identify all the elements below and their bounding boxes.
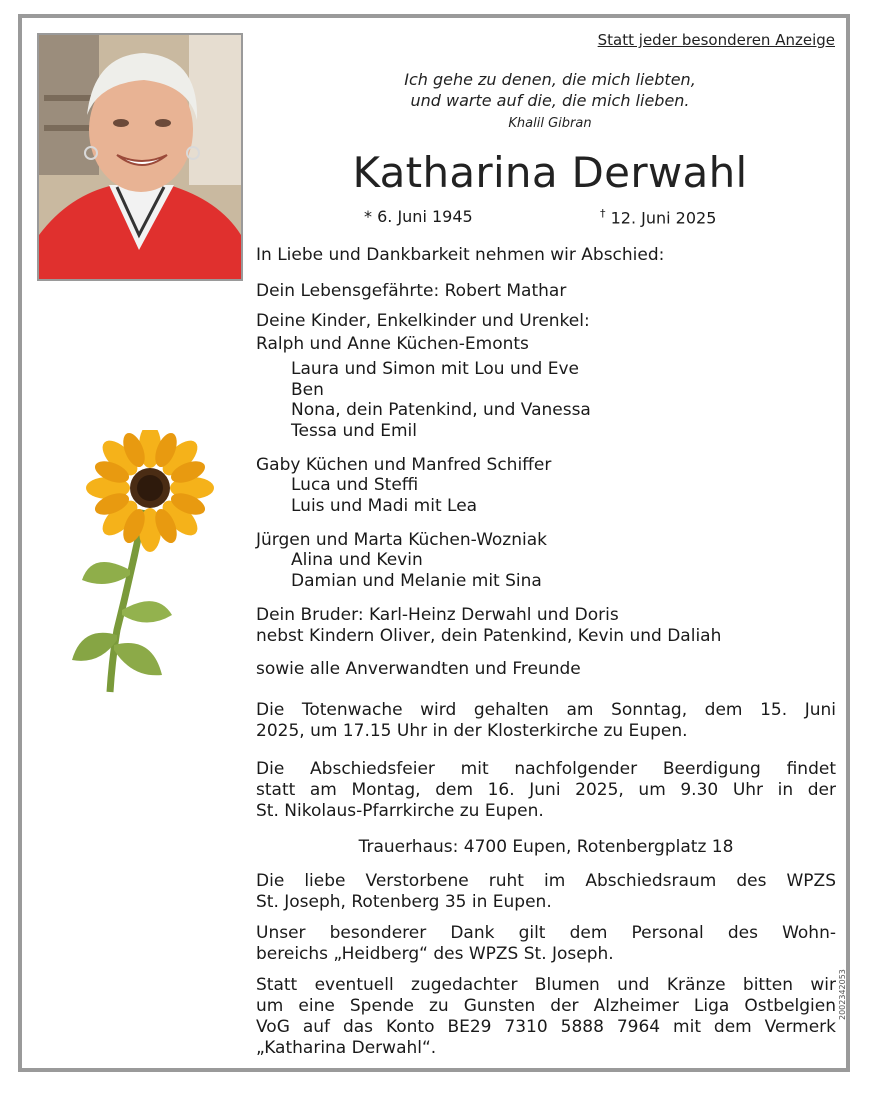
quote-author: Khalil Gibran [508, 116, 592, 131]
family-3-member: Damian und Melanie mit Sina [291, 571, 542, 591]
family-3-member: Alina und Kevin [291, 550, 423, 570]
family-2-member: Luca und Steffi [291, 475, 419, 495]
relatives-text: sowie alle Anverwandten und Freunde [256, 659, 581, 679]
quote-line-2: und warte auf die, die mich lieben. [410, 91, 690, 110]
family-1-member: Laura und Simon mit Lou und Eve [291, 359, 579, 379]
thanks-line-1: Unser besonderer Dank gilt dem Personal des Wohn- [256, 923, 836, 943]
birth-date [364, 207, 473, 226]
wake-line-2: 2025, um 17.15 Uhr in der Klosterkirche zu Eupen. [256, 721, 688, 741]
birth-date-text: 6. Juni 1945 [377, 207, 473, 226]
partner-text: Dein Lebensgefährte: Robert Mathar [256, 281, 567, 301]
sunflower-image [62, 430, 222, 695]
resting-line-2: St. Joseph, Rotenberg 35 in Eupen. [256, 892, 552, 912]
family-2-head: Gaby Küchen und Manfred Schiffer [256, 455, 552, 475]
donation-paragraph [256, 975, 836, 1059]
death-date-text: 12. Juni 2025 [610, 208, 717, 228]
birth-symbol: * [364, 207, 372, 226]
family-1-head: Ralph und Anne Küchen-Emonts [256, 334, 529, 354]
family-2-member: Luis und Madi mit Lea [291, 496, 478, 516]
brother-line-2: nebst Kindern Oliver, dein Patenkind, Kevin und Daliah [256, 626, 722, 646]
donation-line-4: „Katharina Derwahl“. [256, 1038, 437, 1058]
death-symbol: † [600, 207, 606, 220]
family-1-member: Nona, dein Patenkind, und Vanessa [291, 400, 591, 420]
donation-line-1: Statt eventuell zugedachter Blumen und Kränze bitten wir [256, 975, 836, 995]
deceased-name: Katharina Derwahl [352, 148, 748, 197]
funeral-line-1: Die Abschiedsfeier mit nachfolgender Beerdigung findet [256, 759, 836, 779]
thanks-line-2: bereichs „Heidberg“ des WPZS St. Joseph. [256, 944, 614, 964]
mourning-house: Trauerhaus: 4700 Eupen, Rotenbergplatz 18 [358, 837, 734, 857]
family-3-head: Jürgen und Marta Küchen-Wozniak [256, 530, 547, 550]
family-1-member: Tessa und Emil [291, 421, 417, 441]
resting-paragraph [256, 871, 836, 913]
wake-paragraph [256, 700, 836, 742]
funeral-line-2: statt am Montag, dem 16. Juni 2025, um 9.30 Uhr in der [256, 780, 836, 800]
header-note: Statt jeder besonderen Anzeige [597, 31, 835, 49]
death-date [600, 207, 716, 227]
children-heading: Deine Kinder, Enkelkinder und Urenkel: [256, 311, 590, 331]
funeral-line-3: St. Nikolaus-Pfarrkirche zu Eupen. [256, 801, 544, 821]
portrait-photo [37, 33, 243, 281]
family-1-member: Ben [291, 380, 324, 400]
funeral-paragraph [256, 759, 836, 822]
brother-line-1: Dein Bruder: Karl-Heinz Derwahl und Doris [256, 605, 619, 625]
resting-line-1: Die liebe Verstorbene ruht im Abschiedsraum des WPZS [256, 871, 836, 891]
side-code: 2002342053 [838, 969, 847, 1020]
donation-line-3: VoG auf das Konto BE29 7310 5888 7964 mit dem Vermerk [256, 1017, 836, 1037]
donation-line-2: um eine Spende zu Gunsten der Alzheimer Liga Ostbelgien [256, 996, 836, 1016]
intro-text: In Liebe und Dankbarkeit nehmen wir Abschied: [256, 245, 665, 265]
thanks-paragraph [256, 923, 836, 965]
quote-line-1: Ich gehe zu denen, die mich liebten, [404, 70, 696, 89]
wake-line-1: Die Totenwache wird gehalten am Sonntag, dem 15. Juni [256, 700, 836, 720]
